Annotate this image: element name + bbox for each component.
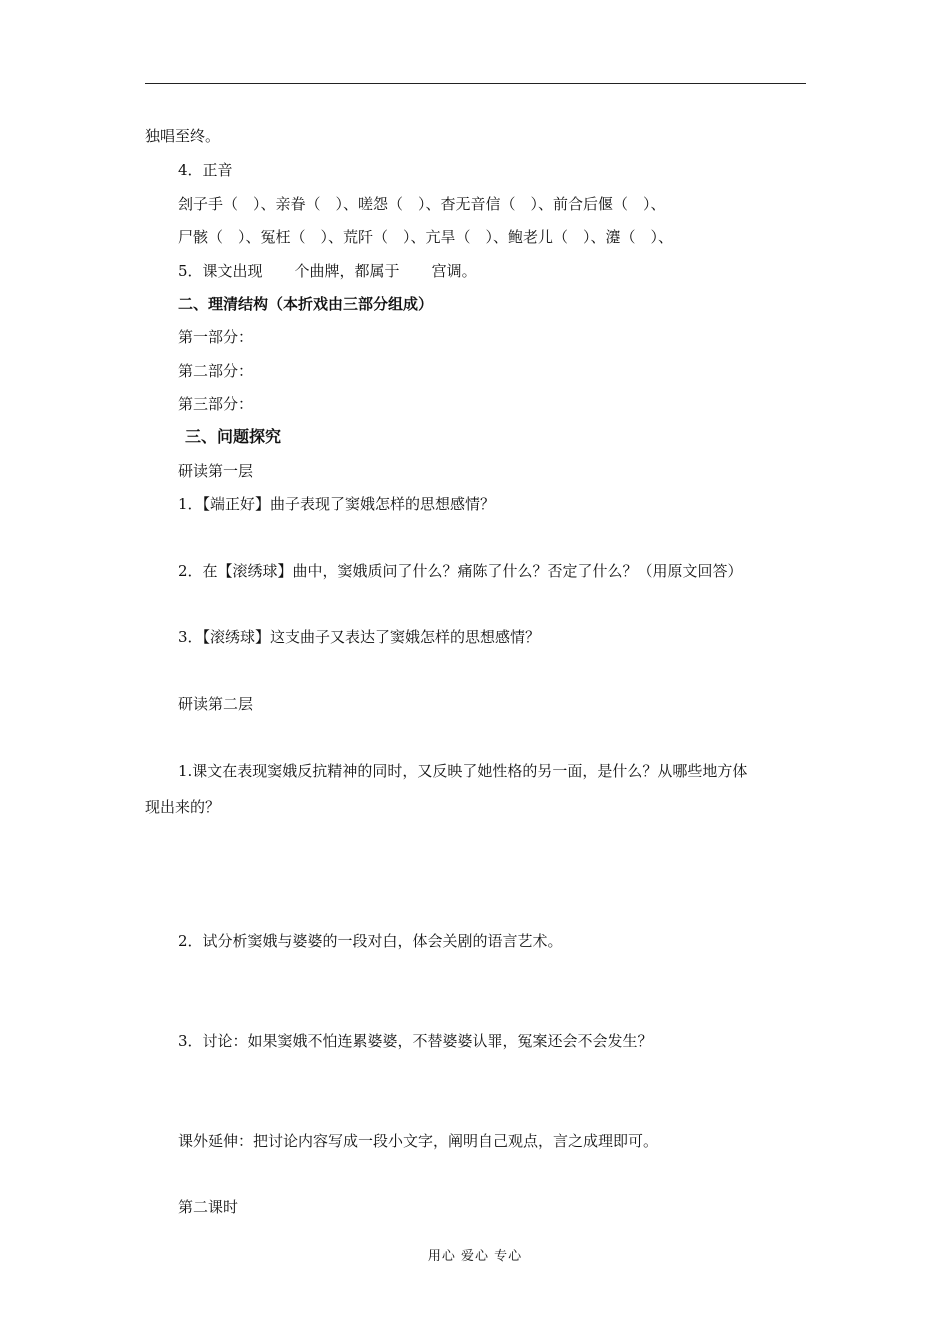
layer2-title: 研读第二层 (178, 695, 254, 713)
item5-line (178, 261, 477, 281)
layer2-question3: 3．讨论：如果窦娥不怕连累婆婆，不替婆婆认罪，冤案还会不会发生？ (178, 1032, 653, 1050)
extension-task: 课外延伸：把讨论内容写成一段小文字，阐明自己观点，言之成理即可。 (178, 1132, 659, 1150)
item4-pronunciation-line2: 尸骸（ ）、冤枉（ ）、荒阡（ ）、亢旱（ ）、鲍老儿（ ）、瀽（ ）、 (178, 228, 674, 246)
layer1-title: 研读第一层 (178, 462, 254, 480)
layer1-question3: 3．【滚绣球】这支曲子又表达了窦娥怎样的思想感情？ (178, 628, 541, 646)
section2-part2: 第二部分： (178, 362, 254, 380)
item5-part-a: 5．课文出现 (178, 262, 263, 280)
item4-pronunciation-line1: 刽子手（ ）、亲眷（ ）、嗟怨（ ）、杳无音信（ ）、前合后偃（ ）、 (178, 195, 666, 213)
layer2-question2: 2．试分析窦娥与婆婆的一段对白，体会关剧的语言艺术。 (178, 932, 563, 950)
section3-heading: 三、问题探究 (185, 427, 282, 446)
section2-part1: 第一部分： (178, 328, 254, 346)
header-rule (145, 83, 806, 84)
item5-part-b: 个曲牌，都属于 (294, 262, 400, 280)
layer1-question1: 1．【端正好】曲子表现了窦娥怎样的思想感情？ (178, 495, 496, 513)
section2-part3: 第三部分： (178, 395, 254, 413)
layer1-question2: 2．在【滚绣球】曲中，窦娥质问了什么？痛陈了什么？否定了什么？（用原文回答） (178, 562, 743, 580)
item4-label: 4．正音 (178, 161, 233, 179)
next-lesson-label: 第二课时 (178, 1198, 239, 1216)
layer2-question1-line2: 现出来的？ (145, 798, 221, 816)
item5-part-c: 宫调。 (431, 262, 477, 280)
page-footer: 用心 爱心 专心 (427, 1249, 523, 1264)
section2-heading: 二、理清结构（本折戏由三部分组成） (178, 295, 434, 313)
layer2-question1-line1: 1.课文在表现窦娥反抗精神的同时，又反映了她性格的另一面，是什么？从哪些地方体 (178, 762, 748, 780)
continued-text: 独唱至终。 (145, 127, 221, 145)
